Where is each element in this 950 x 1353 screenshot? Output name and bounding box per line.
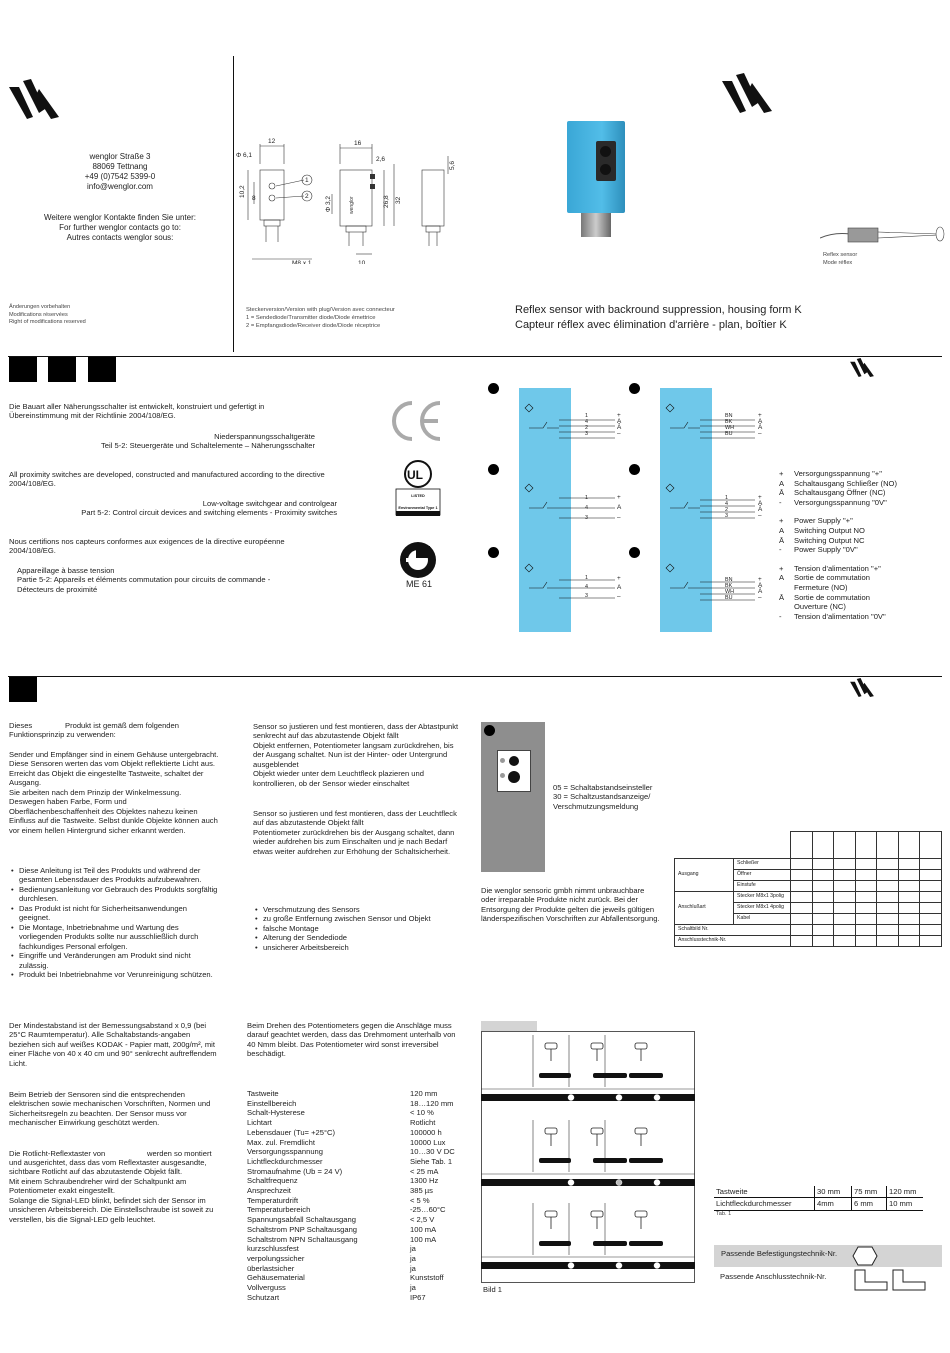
spec-label: Temperaturdrift <box>247 1195 299 1205</box>
conformity-de-standard: Niederspannungsschaltgeräte Teil 5-2: Steuergeräte und Schaltelemente – Näherungsschalter <box>100 432 315 451</box>
top-divider <box>233 56 234 352</box>
spec-value: Siehe Tab. 1 <box>410 1156 453 1166</box>
spec-label: Lebensdauer (Tu= +25°C) <box>247 1127 336 1137</box>
spec-label: Lichtfleckdurchmesser <box>247 1156 323 1166</box>
spec-value: 18…120 mm <box>410 1098 454 1108</box>
mount-icon <box>852 1246 878 1266</box>
spec-value: 10…30 V DC <box>410 1147 455 1157</box>
ce-mark-icon <box>388 399 444 443</box>
spec-value: ja <box>410 1253 416 1263</box>
spec-value: < 10 % <box>410 1108 434 1118</box>
spec-row <box>247 1225 455 1235</box>
spec-label: Max. zul. Fremdlicht <box>247 1137 315 1147</box>
language-tab <box>9 357 37 382</box>
spec-value: IP67 <box>410 1292 426 1302</box>
adjust-steps-2: Sensor so justieren und fest montieren, dass der Leuchtfleck auf das abzutastende Objekt fällt Potentiometer zurückdrehen bis der Ausgang schaltet, dann wieder aufdrehen bis zum Einschalten und je nach Bedarf etwas weiter aufdrehen zur Erhöhung der Schaltsicherheit. <box>253 809 457 856</box>
sign-labels-b: + A Ā – <box>758 412 763 437</box>
spec-label: verpolungssicher <box>247 1253 305 1263</box>
spec-row <box>247 1176 455 1186</box>
dim-label: 12 <box>268 138 276 145</box>
spec-row <box>247 1167 455 1177</box>
spec-row <box>247 1138 455 1148</box>
dimension-drawing <box>236 134 466 264</box>
fault-list: • Verschmutzung des Sensors • zu große Entfernung zwischen Sensor und Objekt • falsche Montage • Alterung der Sendediode • unsicherer Arbeitsbereich <box>253 905 473 952</box>
spec-label: Einstellbereich <box>247 1098 297 1108</box>
spec-row <box>247 1254 455 1264</box>
spot-diameter-table: Tastweite 30 mm 75 mm 120 mm Lichtfleckdurchmesser 4mm 6 mm 10 mm <box>714 1186 923 1211</box>
reflex-label: Reflex sensor Mode réflex <box>823 252 858 266</box>
contact-more: Weitere wenglor Kontakte finden Sie unter: For further wenglor contacts go to: Autres contacts wenglor sous: <box>44 213 196 242</box>
spec-label: Versorgungsspannung <box>247 1147 323 1157</box>
wenglor-logo-icon <box>722 73 772 115</box>
dim-label: 1 <box>305 177 309 184</box>
connect-accessory-label: Passende Anschlusstechnik-Nr. <box>720 1272 827 1281</box>
spec-value: 100 mA <box>410 1234 437 1244</box>
modifications-note: Änderungen vorbehalten Modifications réservées Right of modifications reserved <box>9 304 86 326</box>
dim-label: 16 <box>354 140 362 147</box>
spec-row <box>247 1157 455 1167</box>
potentiometer-icon <box>509 756 519 766</box>
spec-value: 100 mA <box>410 1224 437 1234</box>
sign-labels-f: + A Ā – <box>758 576 763 601</box>
reflex-principle-icon <box>820 218 946 248</box>
dim-label: 10 <box>358 260 366 264</box>
spec-value: 120 mm <box>410 1089 438 1098</box>
spec-value: Kunststoff <box>410 1273 444 1283</box>
potentiometer-warning: Beim Drehen des Potentiometers gegen die Anschläge muss darauf geachtet werden, dass das Drehmoment unterhalb von 40 Nmm bleibt. Das Potentiometer wird sonst irreversibel beschädigt. <box>247 1021 456 1059</box>
drawing-legend: Steckerversion/Version with plug/Version avec connecteur 1 = Sendediode/Transmitter diode/Diode émettrice 2 = Empfangsdiode/Receiver diode/Diode réceptrice <box>246 307 395 329</box>
dim-label: Φ 6,1 <box>236 152 253 159</box>
pin-labels-d: 1 4 2 3 <box>725 495 728 519</box>
tab-caption: Tab. 1 <box>716 1211 732 1217</box>
adjust-steps-1: Sensor so justieren und fest montieren, dass der Abtastpunkt senkrecht auf das abzutastende Objekt fällt Objekt entfernen, Potentiometer langsam zurückdrehen, bis der Ausgang schaltet. Nun ist der Hinter- oder Untergrund ausgeblendet Objekt wieder unter dem Leuchtfleck plazieren und kontrollieren, ob der Sensor wieder einschaltet <box>253 722 459 788</box>
spec-value: 10000 Lux <box>410 1137 446 1147</box>
spec-label: Lichtart <box>247 1118 272 1128</box>
gost-label: ME 61 <box>406 579 433 589</box>
legend-group-fr: + Tension d'alimentation "+" A Sortie de commutation Fermeture (NO) Ā Sortie de commutation Ouverture (NC) - Tension d'alimentation "0V" <box>779 563 886 621</box>
mounting-text-a: Die Rotlicht-Reflextaster von <box>9 1149 106 1158</box>
intro-1a: Dieses <box>9 721 33 730</box>
min-distance-text: Der Mindestabstand ist der Bemessungsabstand x 0,9 (bei 25°C Raumtemperatur). Alle Schaltabstands-angaben beziehen sich auf weißes KODAK - Papier matt, 200g/m², mit einer Fläche von 40 x 40 cm und 90° senkrecht auftreffendem Licht. <box>9 1021 217 1068</box>
spec-label: Schaltfrequenz <box>247 1176 298 1186</box>
dim-label: 5,6 <box>449 160 456 170</box>
spec-row <box>247 1235 455 1245</box>
spec-label: Vollverguss <box>247 1283 286 1293</box>
spec-label: Schaltstrom PNP Schaltausgang <box>247 1224 358 1234</box>
spec-label: Tastweite <box>247 1089 279 1098</box>
spec-row <box>247 1264 455 1274</box>
svg-text:wenglor: wenglor <box>349 196 355 214</box>
sign-labels-e: + A – <box>617 575 622 600</box>
pin-labels-a: 1 4 2 3 <box>585 413 588 437</box>
spec-label: Stromaufnahme (Ub = 24 V) <box>247 1166 343 1176</box>
spec-value: 385 µs <box>410 1186 433 1196</box>
product-photo <box>563 121 633 239</box>
dim-label: 32 <box>395 196 402 204</box>
section-rule <box>8 356 942 357</box>
spec-label: überlastsicher <box>247 1263 295 1273</box>
configuration-table: Ausgang Schließer Öffner Einstufe Anschlußart Stecker M8x1 3polig Stecker M8x1 4polig Kabel Schaltbild Nr. Anschlusstechnik-Nr. <box>674 831 942 947</box>
spec-label: Temperaturbereich <box>247 1205 311 1215</box>
spec-row <box>247 1108 455 1118</box>
bild-1-illustration <box>481 1031 695 1283</box>
spec-row <box>247 1293 455 1303</box>
mounting-text-b: werden so montiert <box>147 1149 212 1158</box>
wiring-legend <box>779 469 947 621</box>
sign-labels-c: + A – <box>617 494 622 521</box>
dim-label: M8 x 1 <box>292 260 312 264</box>
bild-header <box>481 1021 537 1031</box>
wenglor-logo-icon <box>850 358 874 378</box>
conformity-de: Die Bauart aller Näherungsschalter ist entwickelt, konstruiert und gefertigt in Übereinstimmung mit der Richtlinie 2004/108/EG. <box>9 402 265 421</box>
sign-labels-d: + A Ā – <box>758 494 763 519</box>
dim-label: 2 <box>305 193 309 200</box>
spec-value: -25…60°C <box>410 1205 446 1215</box>
product-title-en: Reflex sensor with backround suppression, housing form K <box>515 304 802 316</box>
spec-label: Spannungsabfall Schaltausgang <box>247 1215 356 1225</box>
spec-row <box>247 1147 455 1157</box>
spec-row <box>247 1196 455 1206</box>
pin-labels-e: 1 4 3 <box>585 575 588 599</box>
wenglor-logo-icon <box>850 678 874 698</box>
spec-row <box>247 1215 455 1225</box>
bild-label: Bild 1 <box>483 1285 502 1294</box>
diagram-marker-dot <box>488 383 499 394</box>
indicator-panel <box>481 722 545 872</box>
spec-value: ja <box>410 1283 416 1293</box>
spec-table <box>247 1089 455 1302</box>
led-icon <box>500 773 505 778</box>
intro-2: Sender und Empfänger sind in einem Gehäuse untergebracht. Diese Sensoren werten das vom Objekt reflektierte Licht aus. Erreicht das Objekt die eingestellte Tastweite, schaltet der Ausgang. Sie arbeiten nach dem Prinzip der Winkelmessung. Deswegen haben Farbe, Form und Oberflächenbeschaffenheit des Objektes nahezu keinen Einfluss auf die Tastweite. Selbst dunkle Objekte können auch vor einem hellen Hintergrund sicher erkannt werden. <box>9 750 219 835</box>
spec-value: < 2,5 V <box>410 1215 435 1225</box>
spec-label: kurzschlussfest <box>247 1244 299 1254</box>
spec-row <box>247 1118 455 1128</box>
spec-label: Ansprechzeit <box>247 1186 291 1196</box>
language-tab <box>9 677 37 702</box>
pin-labels-b: BN BK WH BU <box>725 413 734 437</box>
status-led-icon <box>508 771 520 783</box>
spec-row <box>247 1244 455 1254</box>
section-rule <box>8 676 942 677</box>
spec-value: ja <box>410 1263 416 1273</box>
cable-connector-icon <box>853 1268 933 1292</box>
spec-value: < 5 % <box>410 1195 430 1205</box>
operation-text: Beim Betrieb der Sensoren sind die entsprechenden elektrischen sowie mechanischen Vorschriften, Normen und Sicherheitsregeln zu beachten. Der Sensor muss vor mechanischer Einwirkung geschützt werden. <box>9 1090 211 1128</box>
spec-label: Gehäusematerial <box>247 1273 305 1283</box>
language-tab <box>88 357 116 382</box>
spec-row <box>247 1099 455 1109</box>
product-title-fr: Capteur réflex avec élimination d'arrière - plan, boîtier K <box>515 319 787 331</box>
conformity-fr: Nous certifions nos capteurs conformes aux exigences de la directive européenne 2004/108/EG. <box>9 537 285 556</box>
conformity-fr-standard: Appareillage à basse tension Partie 5-2: Appareils et éléments commutation pour circuits de commande - Détecteurs de proximité <box>17 566 271 594</box>
svg-text:UL: UL <box>407 468 423 482</box>
conformity-en: All proximity switches are developed, constructed and manufactured according to the directive 2004/108/EG. <box>9 470 325 489</box>
spec-value: 100000 h <box>410 1127 442 1137</box>
spec-row <box>247 1273 455 1283</box>
safety-list: • Diese Anleitung ist Teil des Produkts und während der gesamten Lebensdauer des Produkts aufzubewahren. • Bedienungsanleitung vor Gebrauch des Produkts sorgfältig durchlesen. • Das Produkt ist nicht für Sicherheitsanwendungen geeignet. • Die Montage, Inbetriebnahme und Wartung des vorliegenden Produkts sollte nur ausschließlich durch fachkundiges Personal erfolgen. • Eingriffe und Veränderungen am Produkt sind nicht zulässig. • Produkt bei Inbetriebnahme vor Verunreinigung schützen. <box>9 866 219 980</box>
spec-row <box>247 1186 455 1196</box>
spec-value: ja <box>410 1244 416 1254</box>
spec-row <box>247 1283 455 1293</box>
diagram-marker-dot <box>488 547 499 558</box>
spec-label: Schutzart <box>247 1292 280 1302</box>
ul-listed-text: LISTED Environmental Type 1 <box>398 494 438 510</box>
intro-1b: Produkt ist gemäß dem folgenden Funktionsprinzip zu verwenden: <box>9 721 179 740</box>
wenglor-logo-icon <box>9 79 59 121</box>
diagram-marker-dot <box>484 725 495 736</box>
spec-label: Schaltstrom NPN Schaltausgang <box>247 1234 358 1244</box>
conformity-en-standard: Low-voltage switchgear and controlgear Part 5-2: Control circuit devices and switching elements - Proximity switches <box>81 499 337 518</box>
spec-row <box>247 1205 455 1215</box>
language-tab <box>48 357 76 382</box>
spec-value: < 25 mA <box>410 1166 439 1176</box>
dim-label: 10,2 <box>239 185 246 198</box>
led-icon <box>500 758 505 763</box>
pin-labels-f: BN BK WH BU <box>725 577 734 601</box>
mounting-text-c: und ausgerichtet, dass das vom Reflextaster ausgesandte, sichtbare Rotlicht auf das abzutastende Objekt fällt. Mit einem Schraubendreher wird der Schaltpunkt am Potentiometer exakt eingestellt. Solange die Signal-LED blinkt, befindet sich der Sensor im unsicheren Arbeitsbereich. Die Einstellschraube ist soweit zu verstellen, bis die Signal-LED gelb leuchtet. <box>9 1158 214 1224</box>
spec-row <box>247 1089 455 1099</box>
dim-label: 26,8 <box>383 195 390 208</box>
spec-value: Rotlicht <box>410 1118 436 1128</box>
disposal-note: Die wenglor sensoric gmbh nimmt unbrauchbare oder irreparable Produkte nicht zurück. Bei der Entsorgung der Produkte gelten die jeweils gültigen länderspezifischen Vorschriften zur Abfallentsorgung. <box>481 886 660 924</box>
dim-label: Φ 3,2 <box>325 195 332 212</box>
contact-address: wenglor Straße 3 88069 Tettnang +49 (0)7542 5399-0 info@wenglor.com <box>84 152 156 191</box>
diagram-marker-dot <box>488 464 499 475</box>
indicator-legend: 05 = Schaltabstandseinsteller 30 = Schaltzustandsanzeige/ Verschmutzungsmeldung <box>553 783 653 811</box>
sign-labels-a: + A Ā – <box>617 412 622 437</box>
gost-mark-icon <box>398 540 438 580</box>
spec-value: 1300 Hz <box>410 1176 439 1186</box>
dim-label: 2,6 <box>376 156 386 163</box>
pin-labels-c: 1 4 3 <box>585 495 588 521</box>
dim-label: 8 <box>252 195 256 202</box>
legend-group-en: + Power Supply "+" A Switching Output NO Ā Switching Output NC - Power Supply "0V" <box>779 516 865 555</box>
mount-accessory-row: Passende Befestigungstechnik-Nr. <box>714 1245 942 1267</box>
spec-label: Schalt-Hysterese <box>247 1108 305 1118</box>
spec-row <box>247 1128 455 1138</box>
legend-group-de: + Versorgungsspannung "+" A Schaltausgang Schließer (NO) Ā Schaltausgang Öffner (NC) - Versorgungsspannung "0V" <box>779 469 897 507</box>
